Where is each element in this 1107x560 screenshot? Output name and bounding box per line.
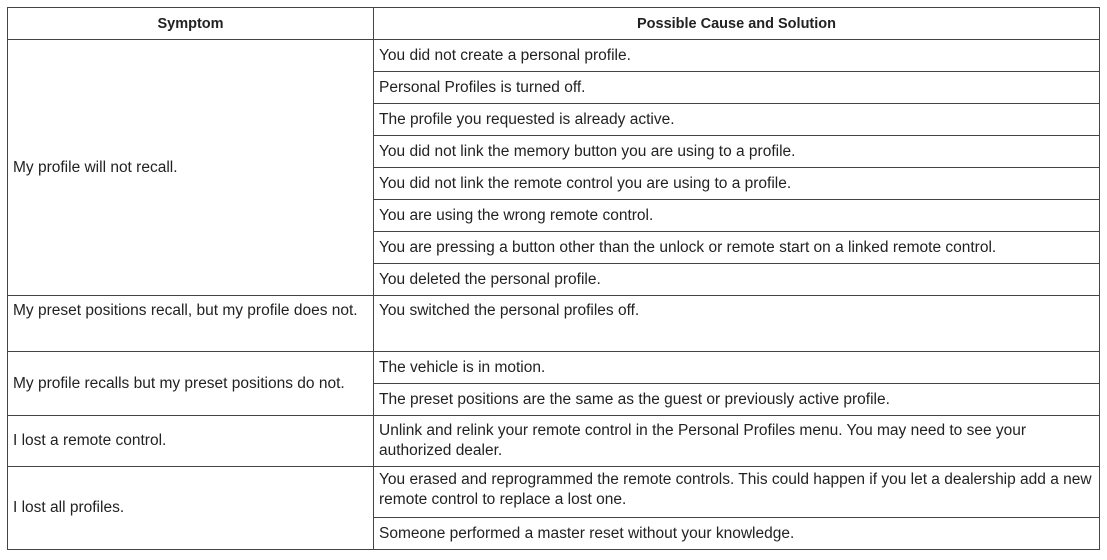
cause-cell: You deleted the personal profile.	[374, 264, 1100, 296]
symptom-cell: My profile will not recall.	[8, 40, 374, 296]
header-symptom: Symptom	[8, 8, 374, 40]
cause-cell: Personal Profiles is turned off.	[374, 72, 1100, 104]
symptom-cell: I lost all profiles.	[8, 467, 374, 550]
cause-cell: The preset positions are the same as the guest or previously active profile.	[374, 384, 1100, 416]
cause-cell: You are using the wrong remote control.	[374, 200, 1100, 232]
cause-cell: You switched the personal profiles off.	[374, 296, 1100, 352]
symptom-cell: My preset positions recall, but my profile does not.	[8, 296, 374, 352]
header-row	[8, 8, 1100, 40]
table-row	[8, 40, 1100, 72]
cause-cell: You are pressing a button other than the unlock or remote start on a linked remote control.	[374, 232, 1100, 264]
cause-cell: You did not link the remote control you are using to a profile.	[374, 168, 1100, 200]
table-row	[8, 416, 1100, 467]
header-cause: Possible Cause and Solution	[374, 8, 1100, 40]
cause-cell: Unlink and relink your remote control in the Personal Profiles menu. You may need to see your authorized dealer.	[374, 416, 1100, 467]
symptom-cell: My profile recalls but my preset positions do not.	[8, 352, 374, 416]
cause-cell: You erased and reprogrammed the remote controls. This could happen if you let a dealership add a new remote control to replace a lost one.	[374, 467, 1100, 518]
cause-cell: You did not link the memory button you are using to a profile.	[374, 136, 1100, 168]
troubleshooting-table	[7, 7, 1100, 550]
table-row	[8, 296, 1100, 352]
troubleshooting-table-wrapper	[7, 7, 1100, 550]
cause-cell: The vehicle is in motion.	[374, 352, 1100, 384]
table-row	[8, 467, 1100, 518]
cause-cell: Someone performed a master reset without your knowledge.	[374, 518, 1100, 550]
symptom-cell: I lost a remote control.	[8, 416, 374, 467]
cause-cell: You did not create a personal profile.	[374, 40, 1100, 72]
table-row	[8, 352, 1100, 384]
cause-cell: The profile you requested is already active.	[374, 104, 1100, 136]
